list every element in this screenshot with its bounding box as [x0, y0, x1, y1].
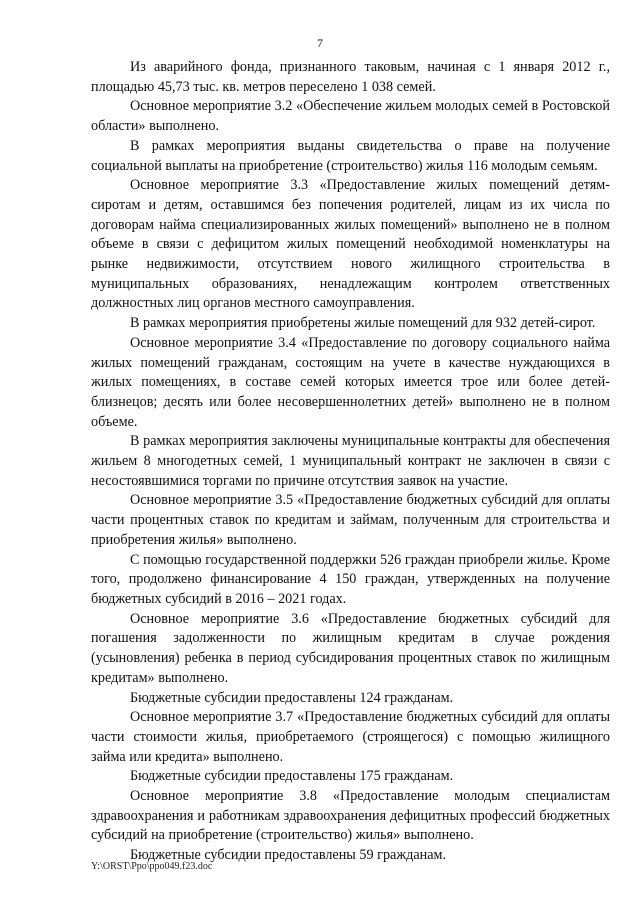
document-body	[91, 58, 610, 866]
paragraph: Основное мероприятие 3.2 «Обеспечение жильем молодых семей в Ростовской области» выполнено.	[91, 98, 610, 135]
page-number: 7	[317, 36, 323, 50]
paragraph: Основное мероприятие 3.8 «Предоставление молодым специалистам здравоохранения и работникам здравоохранения дефицитных профессий бюджетных субсидий на приобретение (строительство) жилья» выполнено.	[91, 788, 610, 844]
paragraph: Основное мероприятие 3.3 «Предоставление жилых помещений детям-сиротам и детям, оставшимся без попечения родителей, лицам из их числа по договорам найма специализированных жилых помещений» выполнено не в полном объеме в связи с дефицитом жилых помещений необходимой номенклатуры на рынке недвижимости, отсутствием нового жилищного строительства в муниципальных образованиях, ненадлежащим контролем ответственных должностных лиц органов местного самоуправления.	[91, 177, 610, 312]
paragraph: В рамках мероприятия заключены муниципальные контракты для обеспечения жильем 8 многодетных семей, 1 муниципальный контракт не заключен в связи с несостоявшимися торгами по причине отсутствия заявок на участие.	[91, 433, 610, 489]
paragraph: Бюджетные субсидии предоставлены 175 гражданам.	[130, 768, 454, 785]
paragraph: Основное мероприятие 3.6 «Предоставление бюджетных субсидий для погашения задолженности по жилищным кредитам в случае рождения (усыновления) ребенка в период субсидирования процентных ставок по жилищным кредитам» выполнено.	[91, 610, 610, 686]
paragraph: Основное мероприятие 3.7 «Предоставление бюджетных субсидий для оплаты части стоимости жилья, приобретаемого (строящегося) с помощью жилищного займа или кредита» выполнено.	[91, 709, 610, 765]
paragraph: Бюджетные субсидии предоставлены 124 гражданам.	[130, 689, 454, 706]
paragraph: Основное мероприятие 3.5 «Предоставление бюджетных субсидий для оплаты части процентных ставок по кредитам и займам, полученным для строительства и приобретения жилья» выполнено.	[91, 492, 610, 548]
footer-file-path: Y:\ORST\Ppo\ppo049.f23.doc	[91, 861, 213, 872]
paragraph: Из аварийного фонда, признанного таковым, начиная с 1 января 2012 г., площадью 45,73 тыс. кв. метров переселено 1 038 семей.	[91, 59, 610, 95]
paragraph: В рамках мероприятия выданы свидетельства о праве на получение социальной выплаты на приобретение (строительство) жилья 116 молодым семьям.	[91, 137, 610, 174]
paragraph: В рамках мероприятия приобретены жилые помещений для 932 детей-сирот.	[130, 315, 596, 332]
paragraph: Бюджетные субсидии предоставлены 59 гражданам.	[130, 847, 447, 864]
paragraph: С помощью государственной поддержки 526 граждан приобрели жилье. Кроме того, продолжено финансирование 4 150 граждан, утвержденных на получение бюджетных субсидий в 2016 – 2021 годах.	[91, 551, 610, 607]
paragraph: Основное мероприятие 3.4 «Предоставление по договору социального найма жилых помещений гражданам, состоящим на учете в качестве нуждающихся в жилых помещениях, в составе семей которых имеется трое или более детей-близнецов; десять или более несовершеннолетних детей» выполнено не в полном объеме.	[91, 334, 610, 430]
